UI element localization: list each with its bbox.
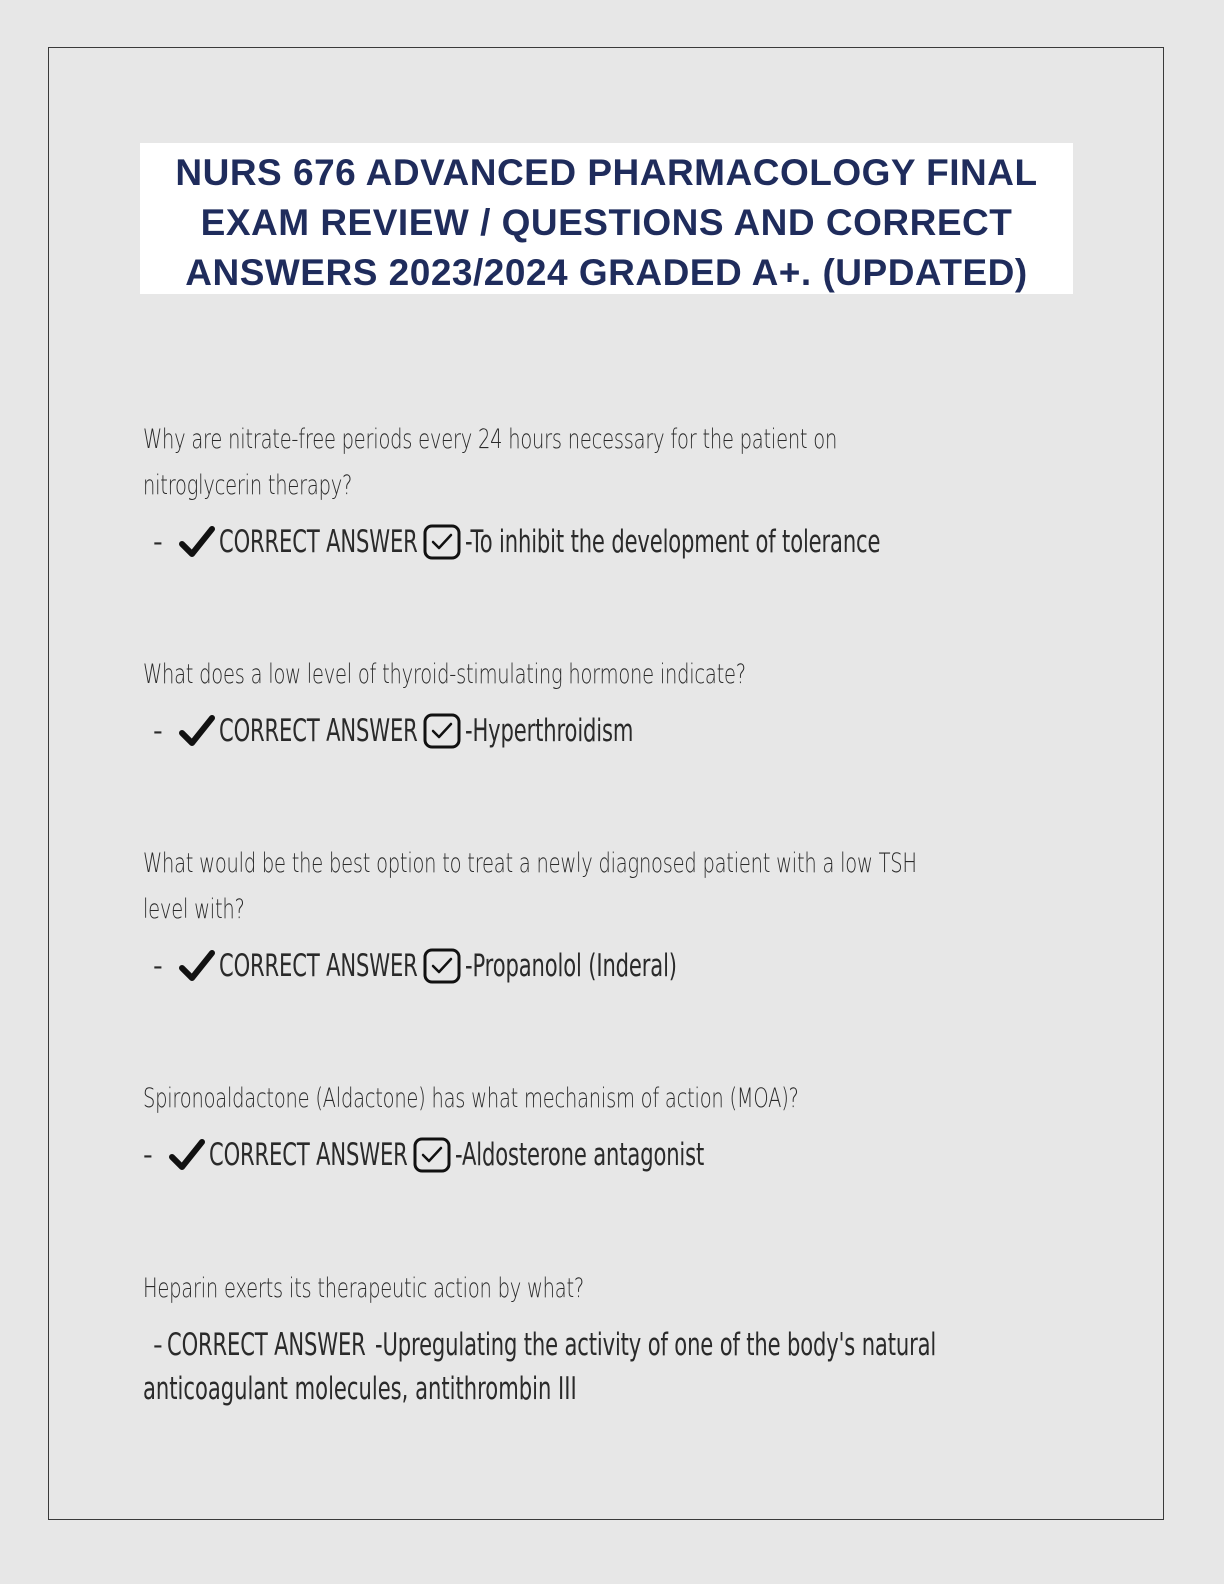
question-line: What does a low level of thyroid-stimulating hormone indicate?	[143, 659, 746, 690]
correct-answer-label: CORRECT ANSWER	[219, 713, 418, 749]
question-line: nitroglycerin therapy?	[143, 470, 353, 501]
question-line: Heparin exerts its therapeutic action by what?	[143, 1273, 584, 1304]
correct-answer-label: CORRECT ANSWER	[209, 1137, 408, 1173]
answer-text: -Hyperthroidism	[465, 713, 634, 749]
checkmark-icon	[179, 714, 215, 748]
answer-row	[143, 949, 1083, 983]
answer-dash: -	[143, 1139, 153, 1171]
qa-item-5	[143, 1266, 1083, 1412]
checkbox-icon	[423, 713, 461, 749]
checkmark-icon	[169, 1138, 205, 1172]
answer-dash: -	[153, 526, 163, 558]
answer-text: -Aldosterone antagonist	[455, 1137, 705, 1173]
question-line: What would be the best option to treat a newly diagnosed patient with a low TSH	[143, 848, 917, 879]
checkmark-icon	[179, 525, 215, 559]
question-line: Why are nitrate-free periods every 24 hours necessary for the patient on	[143, 424, 838, 455]
answer-text: -Upregulating the activity of one of the body's natural	[374, 1327, 936, 1363]
title-line-3: ANSWERS 2023/2024 GRADED A+. (UPDATED)	[185, 252, 1028, 293]
qa-item-4	[143, 1076, 1083, 1172]
checkbox-icon	[423, 524, 461, 560]
qa-item-3	[143, 841, 1083, 983]
document-title	[140, 143, 1073, 294]
answer-dash: -	[153, 950, 163, 982]
qa-item-1	[143, 417, 1083, 559]
checkbox-icon	[413, 1137, 451, 1173]
title-line-2: EXAM REVIEW / QUESTIONS AND CORRECT	[200, 202, 1013, 243]
question-line: Spironoaldactone (Aldactone) has what mechanism of action (MOA)?	[143, 1083, 799, 1114]
correct-answer-label: CORRECT ANSWER	[219, 524, 418, 560]
title-line-1: NURS 676 ADVANCED PHARMACOLOGY FINAL	[175, 152, 1038, 193]
answer-row	[143, 1328, 1083, 1362]
answer-continuation: anticoagulant molecules, antithrombin III	[143, 1371, 577, 1407]
answer-row	[143, 714, 1083, 748]
checkbox-icon	[423, 948, 461, 984]
answer-text: -Propanolol (Inderal)	[465, 948, 677, 984]
correct-answer-label: CORRECT ANSWER	[166, 1327, 366, 1363]
answer-text: -To inhibit the development of tolerance	[465, 524, 881, 560]
correct-answer-label: CORRECT ANSWER	[219, 948, 418, 984]
answer-dash: -	[153, 715, 163, 747]
qa-item-2	[143, 652, 1083, 748]
question-line: level with?	[143, 894, 245, 925]
checkmark-icon	[179, 949, 215, 983]
answer-dash: -	[153, 1329, 163, 1361]
answer-row	[143, 1138, 1083, 1172]
answer-row	[143, 525, 1083, 559]
